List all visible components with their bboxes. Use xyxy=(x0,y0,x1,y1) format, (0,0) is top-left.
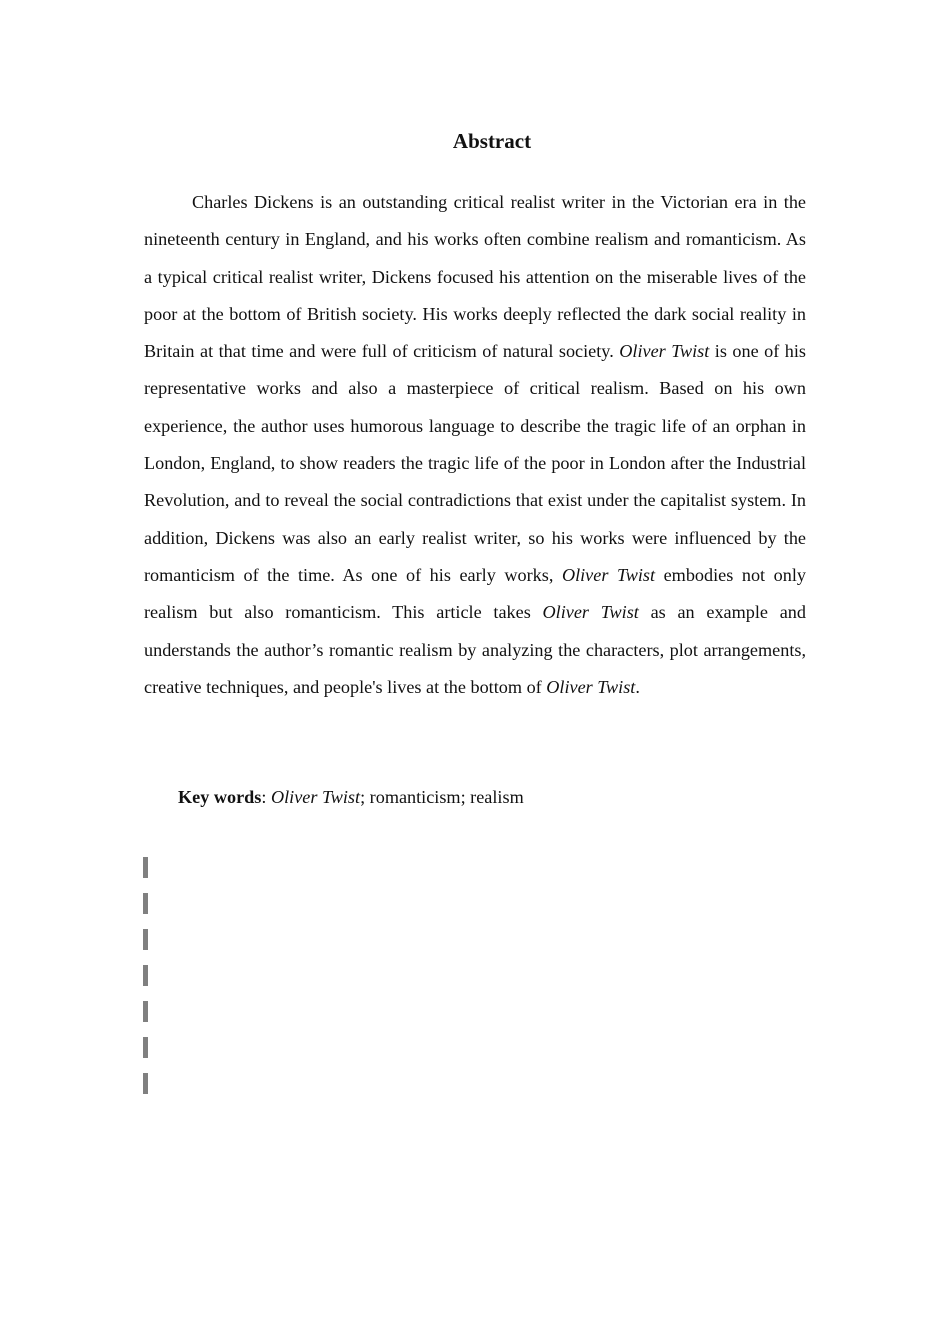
abstract-text: as an example and understands the author’s romantic realism by analyzing the characters, plot arrangements, creative techniques, and people's lives at the bottom of xyxy=(144,602,806,697)
cursor-bar-mark xyxy=(143,929,148,950)
cursor-bar-mark xyxy=(143,965,148,986)
cursor-bar-mark xyxy=(143,1001,148,1022)
keyword-novel-title: Oliver Twist xyxy=(270,787,361,807)
abstract-text: embodies not only realism but also romanticism. This article takes xyxy=(144,564,806,623)
keywords-label: Key words xyxy=(178,787,262,807)
abstract-title: Abstract xyxy=(452,129,532,153)
keywords-separator: : xyxy=(261,787,271,807)
abstract-text: is one of his representative works and also a masterpiece of critical realism. Based on his own experience, the author uses humorous language to describe the tragic life of an orphan in London, England, to show readers the tragic life of the poor in London after the Industrial Revolution, and to reveal the social contradictions that exist under the capitalist system. In addition, Dickens was also an early realist writer, so his works were influenced by the romanticism of the time. As one of his early works, xyxy=(144,341,806,585)
text-cursor-marks xyxy=(143,857,148,1109)
cursor-bar-mark xyxy=(143,1037,148,1058)
novel-title: Oliver Twist xyxy=(561,564,656,585)
abstract-paragraph xyxy=(144,184,806,706)
abstract-text: Charles Dickens is an outstanding critical realist writer in the Victorian era in the nineteenth century in England, and his works often combine realism and romanticism. As a typical critical realist writer, Dickens focused his attention on the miserable lives of the poor at the bottom of British society. His works deeply reflected the dark social reality in Britain at that time and were full of criticism of natural society. xyxy=(144,192,806,362)
keywords-rest: ; romanticism; realism xyxy=(360,787,524,807)
cursor-bar-mark xyxy=(143,1073,148,1094)
cursor-bar-mark xyxy=(143,893,148,914)
novel-title: Oliver Twist xyxy=(546,676,636,697)
cursor-bar-mark xyxy=(143,857,148,878)
keywords-line xyxy=(178,782,806,812)
abstract-text: . xyxy=(635,676,640,697)
novel-title: Oliver Twist xyxy=(619,341,710,362)
novel-title: Oliver Twist xyxy=(542,602,639,623)
